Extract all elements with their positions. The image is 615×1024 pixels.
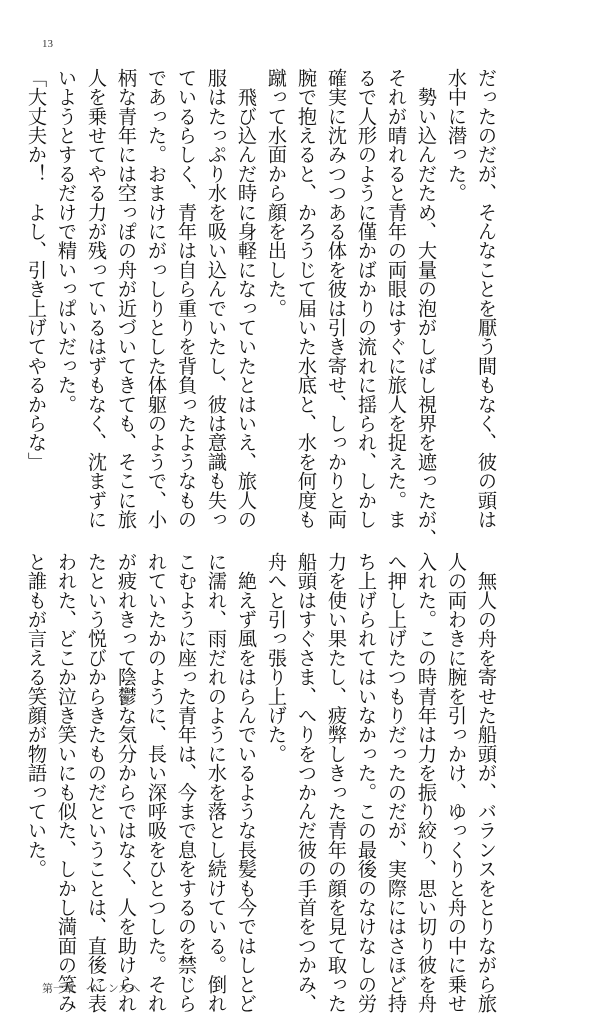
text-line: 勢い込んだため、大量の泡がしばし視界を遮ったが、 xyxy=(415,68,438,548)
text-block-upper xyxy=(21,68,501,548)
text-line: へ押し上げたつもりだったのだが、実際にはさほど持 xyxy=(385,552,408,1013)
text-line: 人の両わきに腕を引っかけ、ゆっくりと舟の中に乗せ xyxy=(445,552,468,1013)
text-line: 無人の舟を寄せた船頭が、バランスをとりながら旅 xyxy=(475,552,498,1013)
text-line: ち上げられてはいなかった。この最後のなけなしの労 xyxy=(355,552,378,1013)
text-line: こむように座った青年は、今まで息をするのを禁じら xyxy=(175,552,198,1013)
text-line: 水中に潜った。 xyxy=(445,68,468,203)
text-line: 絶えず風をはらんでいるような長髪も今ではしとど xyxy=(235,552,258,1013)
text-line: 入れた。この時青年は力を振り絞り、思い切り彼を舟 xyxy=(415,552,438,1013)
text-line: 蹴って水面から顔を出した。 xyxy=(265,68,288,318)
text-line: 飛び込んだ時に身軽になっていたとはいえ、旅人の xyxy=(235,68,258,529)
text-line: ているらしく、青年は自ら重りを背負ったようなもの xyxy=(175,68,198,529)
text-line: たという悦びからきたものだということは、直後に表 xyxy=(85,552,108,1013)
text-line: それが晴れると青年の両眼はすぐに旅人を捉えた。ま xyxy=(385,68,408,529)
text-line: であった。おまけにがっしりとした体躯のようで、小 xyxy=(145,68,168,529)
text-line: 服はたっぷり水を吸い込んでいたし、彼は意識も失っ xyxy=(205,68,228,529)
text-line: 力を使い果たし、疲弊しきった青年の顔を見て取った xyxy=(325,552,348,1013)
text-line: るで人形のように僅かばかりの流れに揺られ、しかし xyxy=(355,68,378,529)
text-line: 腕で抱えると、かろうじて届いた水底と、水を何度も xyxy=(295,68,318,529)
text-line: いようとするだけで精いっぱいだった。 xyxy=(55,68,78,414)
text-line: 確実に沈みつつある体を彼は引き寄せ、しっかりと両 xyxy=(325,68,348,529)
running-footer-chapter-title: 第一章 ベレンズへ xyxy=(42,983,141,995)
text-line: だったのだが、そんなことを厭う間もなく、彼の頭は xyxy=(475,68,498,529)
text-line: 船頭はすぐさま、へりをつかんだ彼の手首をつかみ、 xyxy=(295,552,318,1013)
text-line: に濡れ、雨だれのように水を落とし続けている。倒れ xyxy=(205,552,228,1013)
text-line: が疲れきって陰鬱な気分からではなく、人を助けられ xyxy=(115,552,138,1013)
text-line: 舟へと引っ張り上げた。 xyxy=(265,552,288,764)
text-line: われた、どこか泣き笑いにも似た、しかし満面の笑み xyxy=(55,552,78,1013)
text-line: れていたかのように、長い深呼吸をひとつした。それ xyxy=(145,552,168,1013)
text-line: 人を乗せてやる力が残っているはずもなく、沈まずに xyxy=(85,68,108,529)
page-number: 13 xyxy=(42,38,53,50)
text-line: 柄な青年には空っぽの舟が近づいてきても、そこに旅 xyxy=(115,68,138,529)
dialogue-line: 「大丈夫か！ よし、引き上げてやるからな」 xyxy=(25,68,48,472)
text-line: と誰もが言える笑顔が物語っていた。 xyxy=(25,552,48,879)
